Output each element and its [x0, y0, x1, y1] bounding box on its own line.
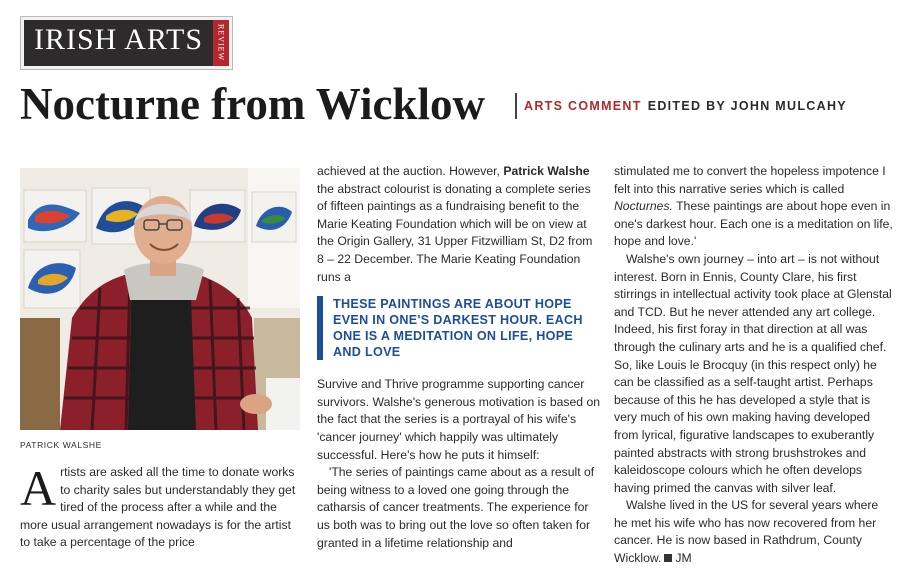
- article-column-3: [614, 163, 894, 568]
- editor-credit: EDITED BY JOHN MULCAHY: [647, 99, 847, 113]
- paragraph-text: These paintings are about hope even in one's darkest hour. Each one is a meditation on life, hope and love.': [614, 199, 893, 249]
- paragraph: [614, 163, 894, 251]
- paragraph: [20, 460, 300, 552]
- author-signoff: JM: [675, 551, 692, 566]
- paragraph: [317, 163, 600, 286]
- paragraph: Walshe's own journey – into art – is not without interest. Born in Ennis, County Clare, his first stirrings in intellectual activity took place at Glenstal and TCD. But he never attended any art college. Indeed, his first foray in that direction at all was through the culinary arts and he is a qualified chef. So, like Louis le Brocquy (in this respect only) he can be classified as a self-taught artist. Perhaps because of this he has developed a style that is very much of his own making having developed from lyrical, figurative landscapes to exuberantly painted abstracts with strong brushstrokes and kaleidoscope colours which he often develops having primed the canvas with silver leaf.: [614, 251, 892, 495]
- photo-caption: PATRICK WALSHE: [20, 440, 102, 450]
- pull-quote: THESE PAINTINGS ARE ABOUT HOPE EVEN IN ONE'S DARKEST HOUR. EACH ONE IS A MEDITATION ON LIFE, HOPE AND LOVE: [317, 296, 600, 360]
- paragraph-text: rtists are asked all the time to donate works to charity sales but understandably they get tired of the process after a while and the more usual arrangement nowadays is for the artist to take a percentage of the price: [20, 465, 296, 550]
- paragraph-text: stimulated me to convert the hopeless impotence I felt into this narrative series which is called: [614, 164, 886, 196]
- article-column-2: [317, 163, 600, 552]
- artist-photo: [20, 168, 300, 430]
- paragraph-text: Walshe lived in the US for several years where he met his wife who has now recovered from her cancer. He is now based in Rathdrum, County Wicklow.: [614, 498, 879, 566]
- masthead-logo: [20, 16, 233, 70]
- drop-cap: A: [20, 460, 57, 516]
- artist-name: Patrick Walshe: [503, 164, 590, 178]
- quote-paragraph: 'The series of paintings came about as a result of being witness to a loved one going through the catharsis of cancer treatments. The experience for us both was to bring out the love so often taken for granted in a lifetime relationship and: [317, 465, 595, 550]
- paragraph: Survive and Thrive programme supporting cancer survivors. Walshe's generous motivation is based on the fact that the series is a portrayal of his wife's 'cancer journey' which happily was ultimately successful. Here's how he puts it himself:: [317, 377, 600, 462]
- article-headline: Nocturne from Wicklow: [20, 79, 485, 129]
- paragraph: [614, 497, 894, 567]
- end-mark-icon: [664, 554, 672, 562]
- section-kicker: ARTS COMMENT: [524, 99, 642, 113]
- masthead-title: IRISH ARTS: [24, 20, 213, 66]
- paragraph-text: the abstract colourist is donating a complete series of fifteen paintings as a fundraising benefit to the Marie Keating Foundation which will be on view at the Origin Gallery, 31 Upper Fitzwilliam St, D2 from 8 – 22 December. The Marie Keating Foundation runs a: [317, 181, 593, 284]
- byline: [515, 93, 847, 119]
- paragraph-text: achieved at the auction. However,: [317, 164, 504, 178]
- article-column-1: [20, 460, 300, 552]
- series-title: Nocturnes.: [614, 199, 673, 214]
- artist-photo-illustration: [20, 168, 300, 430]
- masthead-tag: REVIEW: [213, 20, 229, 66]
